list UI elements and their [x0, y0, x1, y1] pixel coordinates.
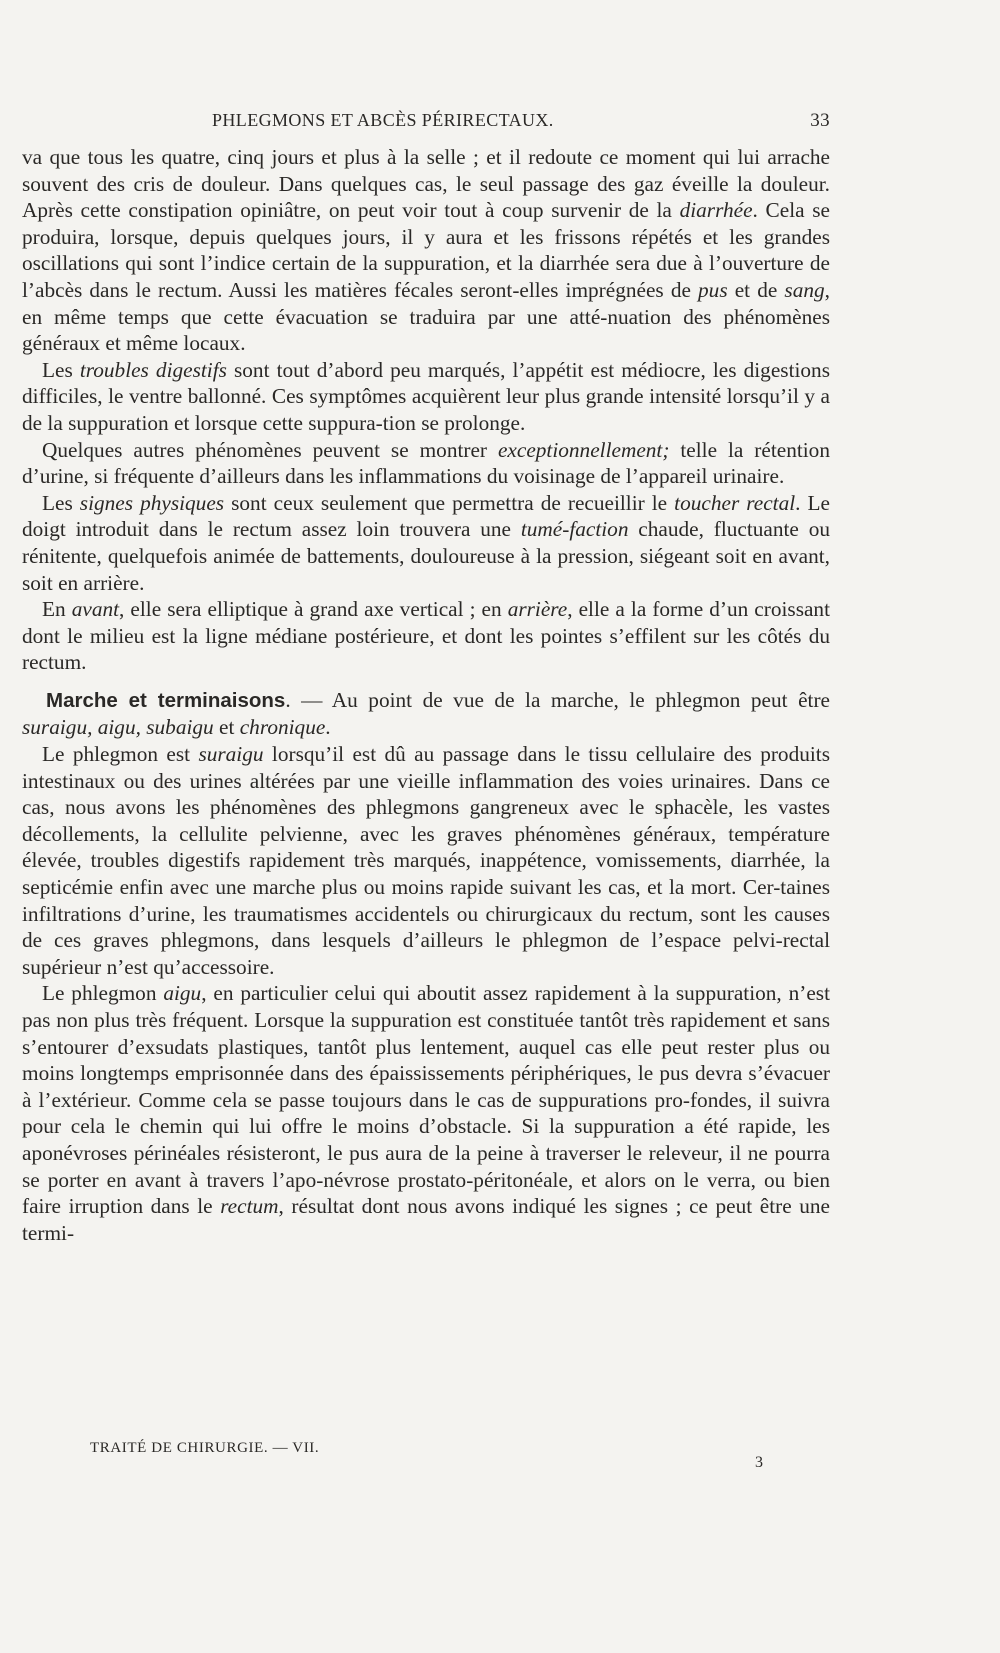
paragraph: [22, 490, 830, 596]
italic-term: avant: [71, 597, 120, 622]
page-number: 33: [810, 110, 830, 131]
paragraph: [22, 980, 830, 1246]
paragraph: [22, 437, 830, 490]
paragraph: [22, 144, 830, 357]
body-text: [22, 144, 830, 1246]
text-run: chaude, fluctuante ou rénitente, quelquefois animée de battements, douloureuse à la pression, siégeant soit en avant, soit en arrière.: [22, 517, 830, 595]
text-run: Les: [42, 490, 80, 515]
text-run: Le phlegmon: [42, 981, 164, 1006]
text-run: , en particulier celui qui aboutit assez rapidement à la suppuration, n’est pas non plus très fréquent. Lorsque la suppuration est constituée tantôt très rapidement et sans s’entourer d’exsudats plastiques, tantôt plus lentement, auquel cas elle peut rester plus ou moins longtemps emprisonnée dans des épaississements périphériques, le pus devra s’évacuer à l’extérieur. Comme cela se passe toujours dans le cas de suppurations pro-fondes, il suivra pour cela le chemin qui lui offre le moins d’obstacle. Si la suppuration a été rapide, les aponévroses périnéales résisteront, le pus aura de la peine à traverser le releveur, il ne pourra se porter en avant à travers l’apo-névrose prostato-péritonéale, et alors on le verra, ou bien faire irruption dans le: [22, 981, 830, 1219]
text-run: et: [213, 715, 240, 740]
text-run: va que tous les quatre, cinq jours et plus à la selle ; et il redoute ce moment qui lui arrache souvent des cris de douleur. Dans quelques cas, le seul passage des gaz éveille la douleur. Après cette constipation opiniâtre, on peut voir tout à coup survenir de la: [22, 145, 830, 223]
italic-term: rectum: [220, 1194, 279, 1219]
text-run: lorsqu’il est dû au passage dans le tissu cellulaire des produits intestinaux ou des urines altérées par une vieille inflammation des voies urinaires. Dans ce cas, nous avons les phénomènes des phlegmons gangreneux avec le sphacèle, les vastes décollements, la cellulite pelvienne, avec les graves phénomènes généraux, température élevée, troubles digestifs rapidement très marqués, inappétence, vomissements, diarrhée, la septicémie enfin avec une marche plus ou moins rapide suivant les cas, et la mort. Cer-taines infiltrations d’urine, les traumatismes accidentels ou chirurgicaux du rectum, sont les causes de ces graves phlegmons, dans lesquels d’ailleurs le phlegmon de l’espace pelvi-rectal supérieur n’est qu’accessoire.: [22, 742, 830, 979]
text-run: En: [42, 597, 72, 622]
header-title: PHLEGMONS ET ABCÈS PÉRIRECTAUX.: [212, 110, 554, 130]
paragraph: [22, 687, 830, 741]
text-run: Quelques autres phénomènes peuvent se montrer: [42, 437, 498, 462]
italic-term: chronique: [239, 715, 326, 740]
section-heading: Marche et terminaisons: [46, 688, 286, 712]
signature-mark: 3: [755, 1454, 763, 1471]
text-run: sont tout d’abord peu marqués, l’appétit est médiocre, les digestions difficiles, le ventre ballonné. Ces symptômes acquièrent leur plus grande intensité lorsqu’il y a de la suppuration et lorsque cette suppura-tion se prolonge.: [22, 357, 830, 435]
text-run: Le phlegmon est: [42, 742, 199, 767]
italic-term: aigu: [163, 981, 202, 1006]
italic-term: diarrhée: [679, 198, 753, 223]
text-run: , elle a la forme d’un croissant dont le milieu est la ligne médiane postérieure, et dont les pointes s’effilent sur les côtés du rectum.: [22, 597, 831, 675]
italic-term: suraigu, aigu, subaigu: [22, 715, 214, 740]
running-header: [22, 110, 830, 134]
italic-term: arrière: [507, 597, 568, 622]
text-run: . Le doigt introduit dans le rectum assez loin trouvera une: [22, 490, 830, 542]
paragraph: [22, 357, 830, 437]
text-run: .: [325, 715, 331, 740]
text-run: telle la rétention d’urine, si fréquente d’ailleurs dans les inflammations du voisinage de l’appareil urinaire.: [22, 437, 830, 489]
text-run: , en même temps que cette évacuation se traduira par une atté-nuation des phénomènes généraux et même locaux.: [22, 277, 830, 356]
italic-term: exceptionnellement;: [497, 437, 670, 462]
text-run: et de: [727, 277, 785, 302]
italic-term: sang: [784, 277, 825, 302]
paragraph: [22, 596, 830, 676]
text-run: sont ceux seulement que permettra de recueillir le: [224, 490, 675, 515]
text-run: Les: [42, 357, 80, 382]
italic-term: signes physiques: [79, 490, 225, 515]
italic-term: suraigu: [198, 742, 264, 767]
italic-term: troubles digestifs: [79, 357, 227, 382]
footer-running-title: TRAITÉ DE CHIRURGIE. — VII.: [90, 1440, 320, 1456]
italic-term: pus: [698, 277, 728, 302]
paragraph: [22, 741, 830, 980]
text-run: , résultat dont nous avons indiqué les signes ; ce peut être une termi-: [22, 1194, 830, 1245]
italic-term: toucher rectal: [674, 490, 796, 515]
text-run: , elle sera elliptique à grand axe vertical ; en: [119, 597, 508, 622]
text-run: . — Au point de vue de la marche, le phlegmon peut être: [285, 687, 830, 712]
text-run: . Cela se produira, lorsque, depuis quelques jours, il y aura et les frissons répétés et les grandes oscillations qui sont l’indice certain de la suppuration, et la diarrhée sera due à l’ouverture de l’abcès dans le rectum. Aussi les matières fécales seront-elles imprégnées de: [22, 198, 830, 302]
italic-term: tumé-faction: [520, 517, 629, 542]
